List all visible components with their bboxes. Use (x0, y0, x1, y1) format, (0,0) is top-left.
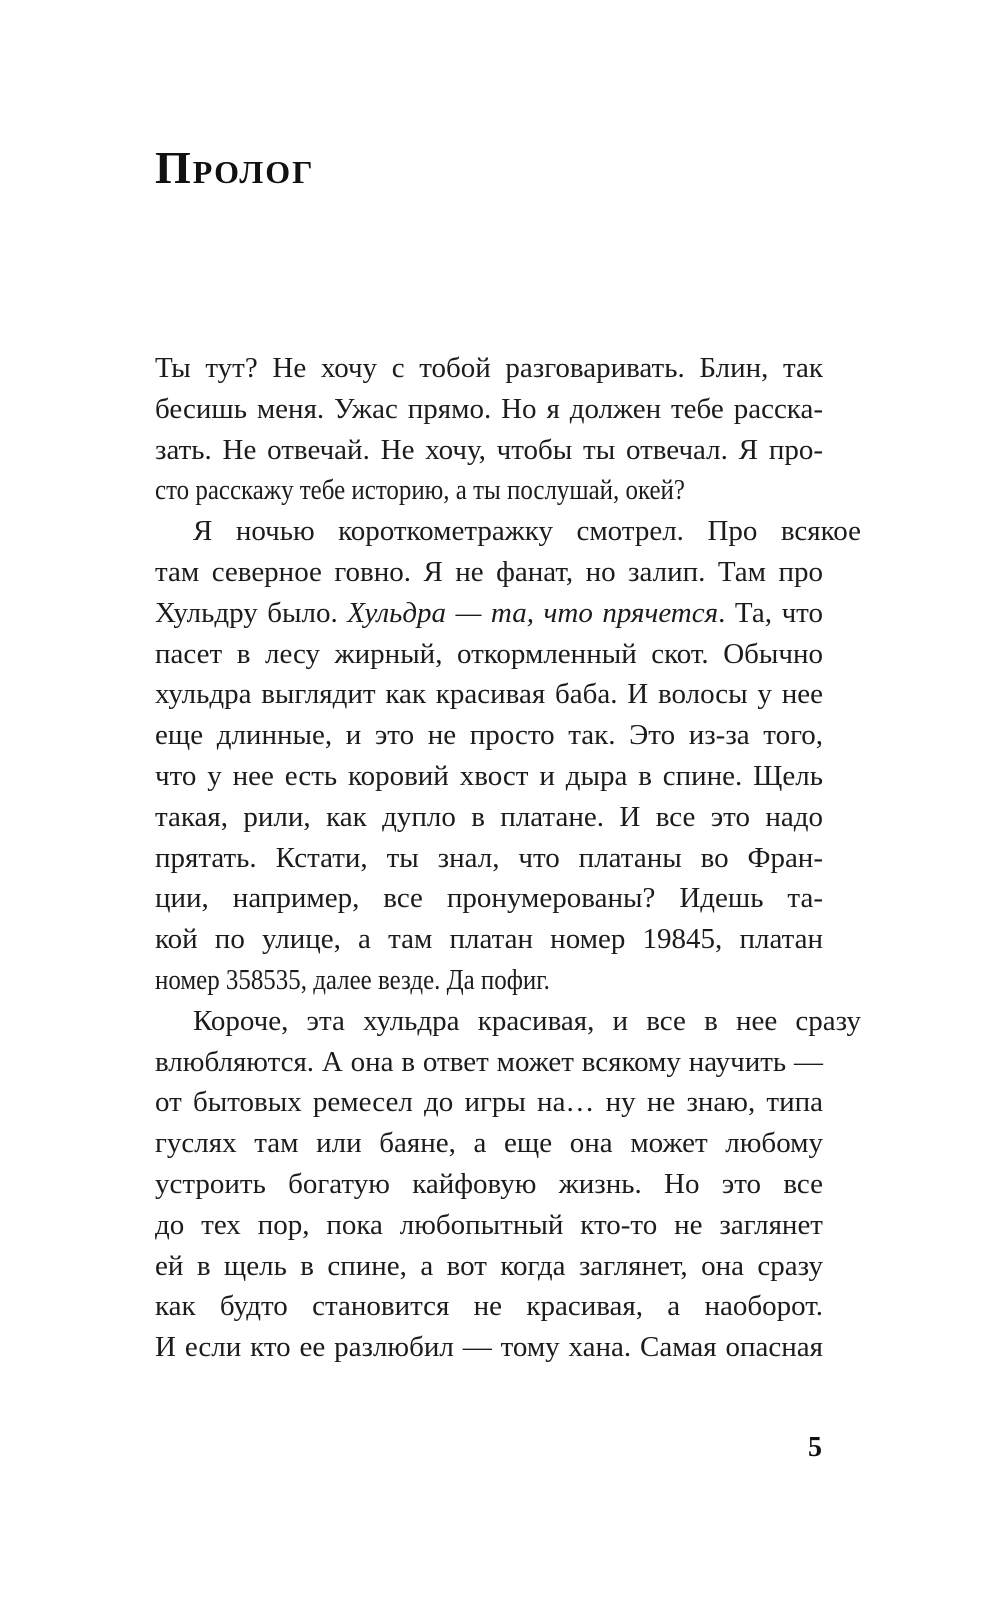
text-line: гуслях там или баяне, а еще она может любому (155, 1127, 823, 1160)
chapter-title: Пролог (155, 142, 315, 193)
text-line: сто расскажу тебе историю, а ты послушай, окей? (155, 474, 685, 507)
text-line: что у нее есть коровий хвост и дыра в спине. Щель (155, 759, 823, 792)
text-line: ции, например, все пронумерованы? Идешь та- (155, 882, 823, 915)
paragraph-start-line: Я ночью короткометражку смотрел. Про всякое (193, 515, 861, 548)
text-fragment: . Та, что (718, 596, 823, 629)
body-text (155, 348, 861, 1368)
text-fragment: Хульдру было. (155, 596, 348, 629)
text-line: пасет в лесу жирный, откормленный скот. Обычно (155, 637, 823, 670)
paragraph-start-line: Короче, эта хульдра красивая, и все в нее сразу (193, 1004, 861, 1037)
text-line-with-italic (155, 593, 823, 634)
text-line: от бытовых ремесел до игры на… ну не знаю, типа (155, 1086, 823, 1119)
text-line: номер 358535, далее везде. Да пофиг. (155, 963, 550, 996)
page-number: 5 (808, 1432, 822, 1463)
text-line: до тех пор, пока любопытный кто-то не заглянет (155, 1208, 823, 1241)
text-line: кой по улице, а там платан номер 19845, платан (155, 923, 823, 956)
text-line: И если кто ее разлюбил — тому хана. Самая опасная (155, 1331, 823, 1364)
text-line: бесишь меня. Ужас прямо. Но я должен тебе расска- (155, 392, 823, 425)
text-line: ей в щель в спине, а вот когда заглянет, она сразу (155, 1249, 823, 1282)
text-line: влюбляются. А она в ответ может всякому научить — (155, 1045, 823, 1078)
text-line: как будто становится не красивая, а наоборот. (155, 1290, 823, 1323)
text-line: устроить богатую кайфовую жизнь. Но это все (155, 1167, 823, 1200)
text-line: такая, рили, как дупло в платане. И все это надо (155, 800, 823, 833)
text-line: там северное говно. Я не фанат, но залип. Там про (155, 555, 823, 588)
text-line: прятать. Кстати, ты знал, что платаны во Фран- (155, 841, 823, 874)
text-line: Ты тут? Не хочу с тобой разговаривать. Блин, так (155, 352, 823, 384)
text-line: зать. Не отвечай. Не хочу, чтобы ты отвечал. Я про- (155, 433, 823, 466)
italic-phrase: Хульдра — та, что прячется (347, 596, 719, 629)
text-line: хульдра выглядит как красивая баба. И волосы у нее (155, 678, 823, 711)
text-line: еще длинные, и это не просто так. Это из-за того, (155, 719, 823, 752)
